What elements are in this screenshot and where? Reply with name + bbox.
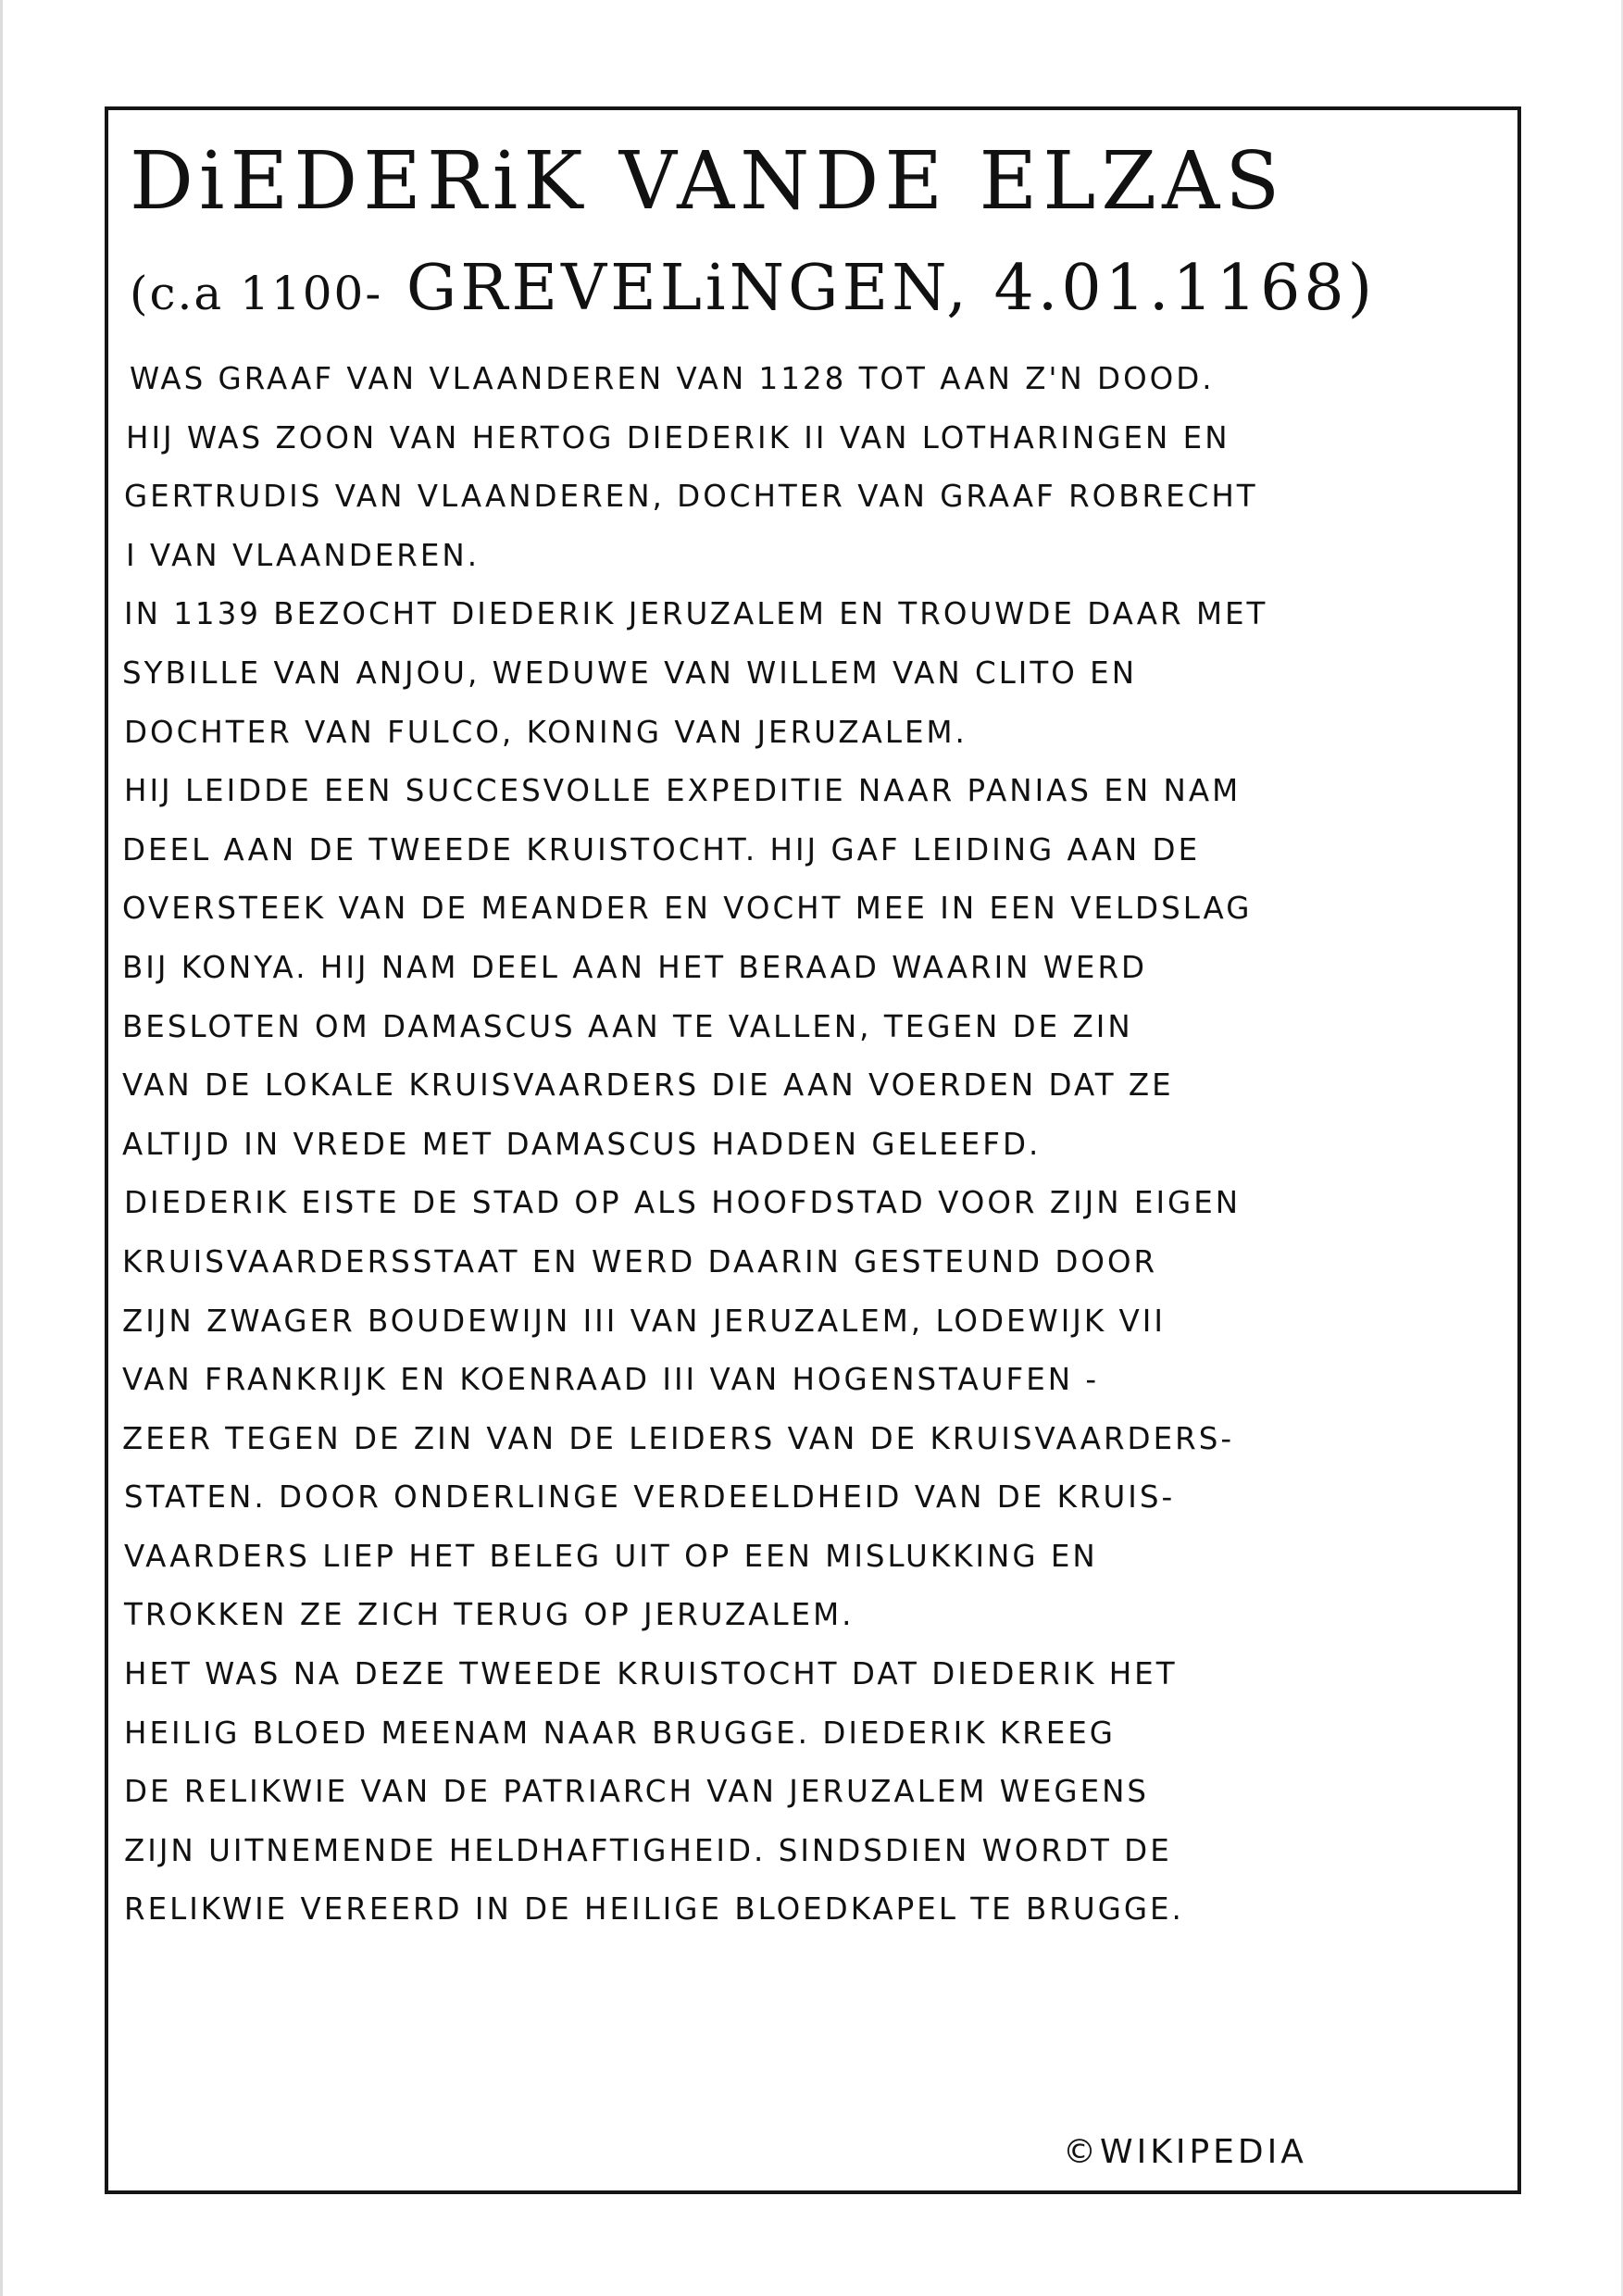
text-line: HEILIG BLOED MEENAM NAAR BRUGGE. DIEDERIK KREEG <box>124 1715 1116 1751</box>
text-line: I VAN VLAANDEREN. <box>126 537 481 573</box>
text-line: TROKKEN ZE ZICH TERUG OP JERUZALEM. <box>124 1597 855 1633</box>
text-line: WAS GRAAF VAN VLAANDEREN VAN 1128 TOT AAN Z'N DOOD. <box>130 361 1215 396</box>
text-line: ZIJN UITNEMENDE HELDHAFTIGHEID. SINDSDIEN WORDT DE <box>124 1832 1172 1868</box>
text-line: ALTIJD IN VREDE MET DAMASCUS HADDEN GELEEFD. <box>122 1126 1042 1162</box>
text-line: OVERSTEEK VAN DE MEANDER EN VOCHT MEE IN EEN VELDSLAG <box>122 891 1253 927</box>
text-line: GERTRUDIS VAN VLAANDEREN, DOCHTER VAN GRAAF ROBRECHT <box>124 479 1258 515</box>
subtitle-main: GREVELiNGEN, 4.01.1168) <box>406 252 1377 325</box>
credit-line: ©WIKIPEDIA <box>1063 2133 1307 2171</box>
title-block <box>130 130 1500 340</box>
text-line: VAN DE LOKALE KRUISVAARDERS DIE AAN VOERDEN DAT ZE <box>122 1067 1174 1104</box>
subtitle-prefix: (c.a 1100- <box>130 267 383 320</box>
text-line: DOCHTER VAN FULCO, KONING VAN JERUZALEM. <box>124 714 968 750</box>
text-line: IN 1139 BEZOCHT DIEDERIK JERUZALEM EN TROUWDE DAAR MET <box>124 596 1268 632</box>
document-subtitle <box>130 243 1500 340</box>
text-line: ZEER TEGEN DE ZIN VAN DE LEIDERS VAN DE KRUISVAARDERS- <box>122 1420 1235 1456</box>
text-line: BESLOTEN OM DAMASCUS AAN TE VALLEN, TEGEN DE ZIN <box>122 1008 1133 1044</box>
document-title: DiEDERiK VANDE ELZAS <box>130 135 1286 228</box>
handwritten-body <box>120 350 1500 1940</box>
text-line: DE RELIKWIE VAN DE PATRIARCH VAN JERUZALEM WEGENS <box>124 1774 1150 1810</box>
text-line: VAARDERS LIEP HET BELEG UIT OP EEN MISLUKKING EN <box>124 1538 1098 1574</box>
text-line: DEEL AAN DE TWEEDE KRUISTOCHT. HIJ GAF LEIDING AAN DE <box>122 831 1201 867</box>
text-line: SYBILLE VAN ANJOU, WEDUWE VAN WILLEM VAN CLITO EN <box>122 655 1138 691</box>
text-line: HIJ LEIDDE EEN SUCCESVOLLE EXPEDITIE NAAR PANIAS EN NAM <box>124 773 1242 809</box>
text-line: ZIJN ZWAGER BOUDEWIJN III VAN JERUZALEM, LODEWIJK VII <box>122 1303 1166 1339</box>
text-line: HIJ WAS ZOON VAN HERTOG DIEDERIK II VAN LOTHARINGEN EN <box>126 419 1230 455</box>
text-line: KRUISVAARDERSSTAAT EN WERD DAARIN GESTEUND DOOR <box>122 1243 1158 1279</box>
text-line: HET WAS NA DEZE TWEEDE KRUISTOCHT DAT DIEDERIK HET <box>124 1656 1178 1692</box>
text-line: VAN FRANKRIJK EN KOENRAAD III VAN HOGENSTAUFEN - <box>122 1362 1100 1398</box>
text-line: DIEDERIK EISTE DE STAD OP ALS HOOFDSTAD VOOR ZIJN EIGEN <box>124 1185 1242 1221</box>
text-line: BIJ KONYA. HIJ NAM DEEL AAN HET BERAAD WAARIN WERD <box>122 949 1148 985</box>
text-line: STATEN. DOOR ONDERLINGE VERDEELDHEID VAN DE KRUIS- <box>124 1479 1176 1516</box>
text-line: RELIKWIE VEREERD IN DE HEILIGE BLOEDKAPEL TE BRUGGE. <box>124 1891 1184 1928</box>
